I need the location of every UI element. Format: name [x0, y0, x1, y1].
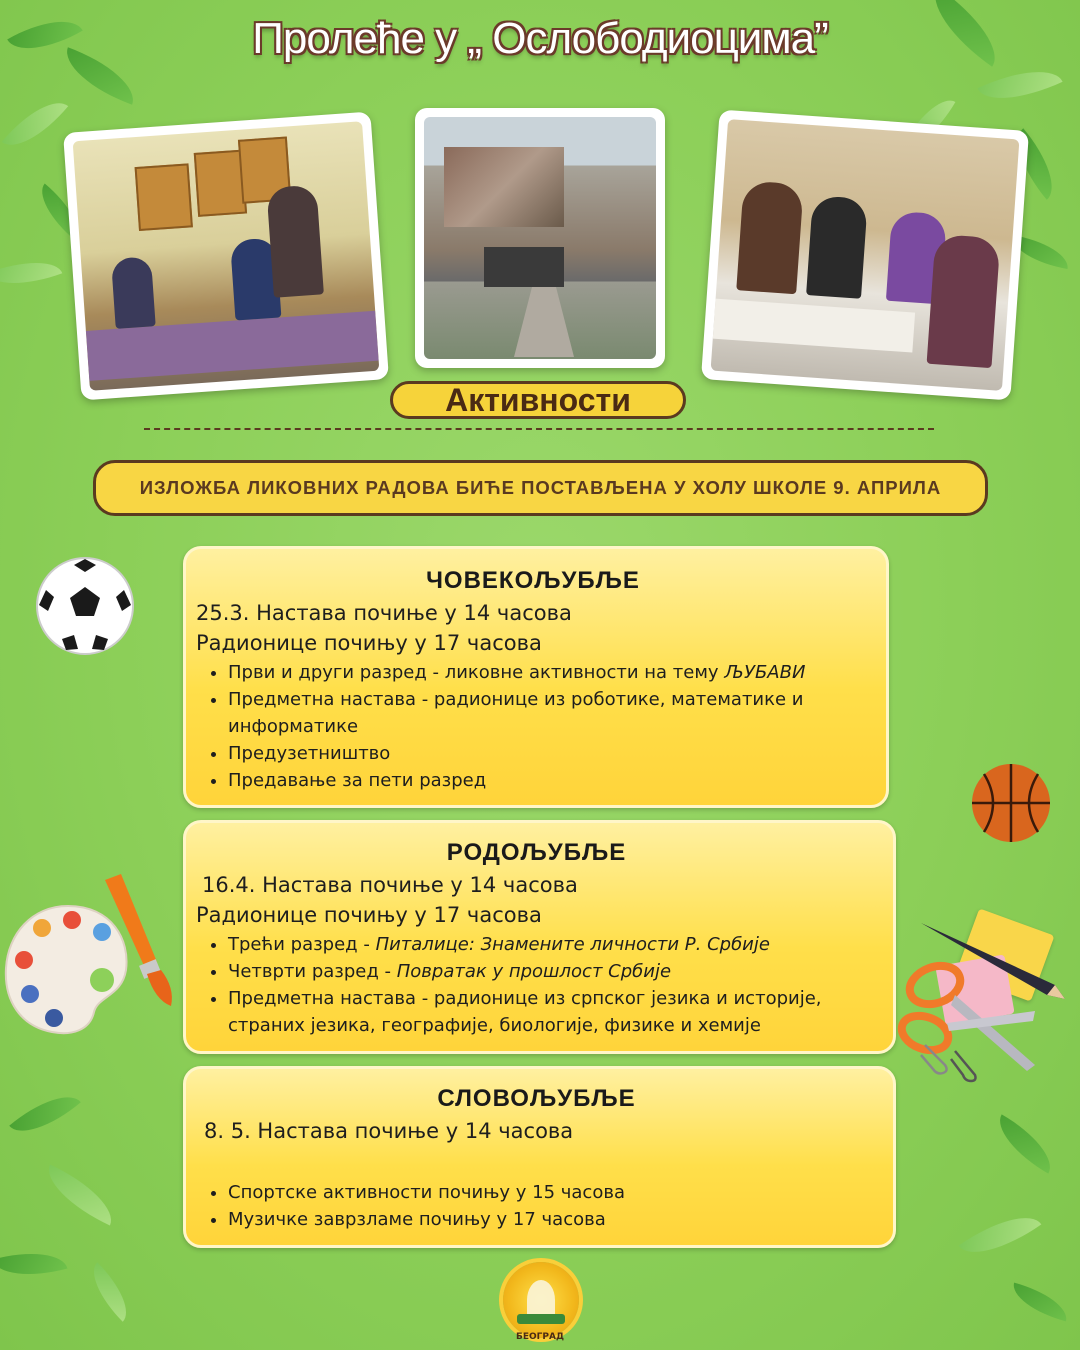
card-covekoljublje [183, 546, 889, 808]
activity-list [190, 931, 883, 1039]
schedule-line: 16.4. Настава почиње у 14 часова [202, 873, 578, 897]
card-heading: ЧОВЕКОЉУБЉЕ [426, 567, 640, 594]
schedule-line: 8. 5. Настава почиње у 14 часова [204, 1119, 574, 1143]
paintbrush-icon [95, 870, 185, 1010]
activity-list [190, 659, 876, 794]
list-item: • Трећи разред - Питалице: Знамените личности Р. Србије [228, 931, 883, 958]
page-title: Пролеће у „ Ослободиоцима” [252, 14, 828, 63]
activities-heading: Активности [390, 381, 686, 419]
list-item: • Први и други разред - ликовне активности на тему ЉУБАВИ [228, 659, 876, 686]
list-item: • Спортске активности почињу у 15 часова [228, 1179, 883, 1206]
card-heading: РОДОЉУБЉЕ [446, 839, 627, 866]
soccer-ball-icon [34, 555, 136, 657]
list-item: • Предметна настава - радионице из српског језика и историје, страних језика, географије, биологије, физике и хемије [228, 985, 883, 1039]
school-building-photo [415, 108, 665, 368]
list-item: • Четврти разред - Повратак у прошлост Србије [228, 958, 883, 985]
schedule-line: 25.3. Настава почиње у 14 часова [196, 601, 572, 625]
card-rodoljublje [183, 820, 896, 1054]
list-item: • Предузетништво [228, 740, 876, 767]
paperclip-icon [915, 1035, 985, 1085]
basketball-icon [970, 762, 1052, 844]
card-slovoljublje [183, 1066, 896, 1248]
schedule-line: Радионице почињу у 17 часова [196, 903, 542, 927]
list-item: • Предавање за пети разред [228, 767, 876, 794]
students-photo [701, 110, 1029, 401]
classroom-photo [63, 112, 389, 401]
schedule-line: Радионице почињу у 17 часова [196, 631, 542, 655]
exhibition-banner: ИЗЛОЖБА ЛИКОВНИХ РАДОВА БИЋЕ ПОСТАВЉЕНА У ХОЛУ ШКОЛЕ 9. АПРИЛА [93, 460, 988, 516]
list-item: • Музичке заврзламе почињу у 17 часова [228, 1206, 883, 1233]
dashed-divider [144, 428, 934, 430]
activity-list [190, 1179, 883, 1233]
list-item: • Предметна настава - радионице из роботике, математике и информатике [228, 686, 876, 740]
card-heading: СЛОВОЉУБЉЕ [437, 1085, 636, 1112]
logo-caption: БЕОГРАД [516, 1332, 564, 1342]
school-logo-icon [503, 1262, 579, 1338]
